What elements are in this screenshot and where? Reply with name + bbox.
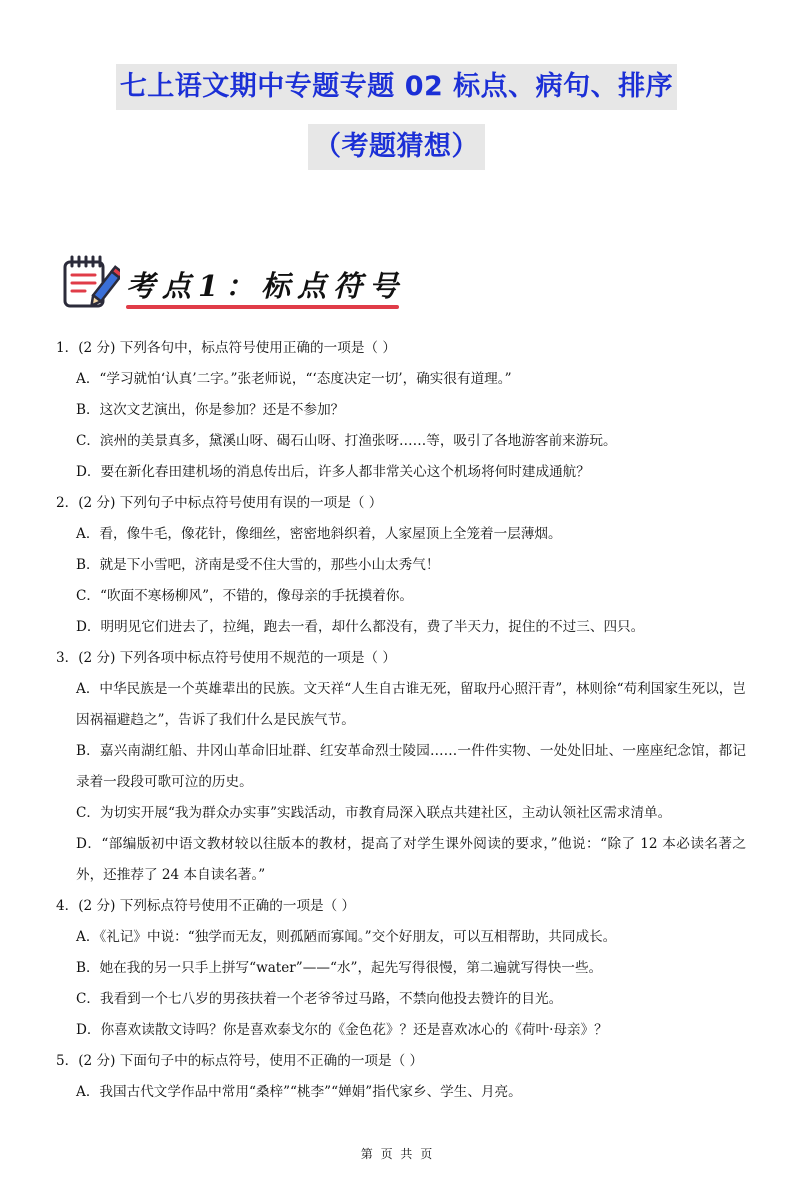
question-1-option-c: C．滨州的美景真多，黛溪山呀、碣石山呀、打渔张呀……等，吸引了各地游客前来游玩。 — [76, 433, 617, 449]
document-title — [0, 64, 793, 170]
question-4-option-c: C．我看到一个七八岁的男孩扶着一个老爷爷过马路，不禁向他投去赞许的目光。 — [76, 991, 563, 1007]
question-3-option-b: B．嘉兴南湖红船、井冈山革命旧址群、红安革命烈士陵园……一件件实物、一处处旧址、一座座纪念馆，都记录着一段段可歌可泣的历史。 — [76, 743, 746, 790]
question-2-option-b: B．就是下小雪吧，济南是受不住大雪的，那些小山太秀气！ — [76, 557, 440, 573]
page-footer: 第 页 共 页 — [360, 1147, 433, 1161]
question-4-option-b: B．她在我的另一只手上拼写“water”——“水”，起先写得很慢，第二遍就写得快一些。 — [76, 960, 603, 976]
question-list — [56, 333, 746, 1108]
question-3-option-a: A．中华民族是一个英雄辈出的民族。文天祥“人生自古谁无死，留取丹心照汗青”，林则徐“苟利国家生死以，岂因祸福避趋之”，告诉了我们什么是民族气节。 — [76, 681, 746, 728]
question-1-option-b: B．这次文艺演出，你是参加？还是不参加？ — [76, 402, 345, 418]
question-2 — [56, 488, 746, 643]
question-4-stem: 4．(2 分) 下列标点符号使用不正确的一项是（ ） — [56, 898, 356, 914]
section-underline — [126, 305, 399, 309]
title-line-1: 七上语文期中专题专题 02 标点、病句、排序 — [116, 64, 677, 110]
question-5-stem: 5．(2 分) 下面句子中的标点符号，使用不正确的一项是（ ） — [56, 1053, 424, 1069]
question-2-option-a: A．看，像牛毛，像花针，像细丝，密密地斜织着，人家屋顶上全笼着一层薄烟。 — [76, 526, 562, 542]
question-1-stem: 1．(2 分) 下列各句中，标点符号使用正确的一项是（ ） — [56, 340, 396, 356]
question-4-option-d: D．你喜欢读散文诗吗？你是喜欢泰戈尔的《金色花》？还是喜欢冰心的《荷叶·母亲》？ — [76, 1022, 608, 1038]
question-1-option-d: D．要在新化春田建机场的消息传出后，许多人都非常关心这个机场将何时建成通航？ — [76, 464, 590, 480]
question-5 — [56, 1046, 746, 1108]
question-4 — [56, 891, 746, 1046]
question-3-stem: 3．(2 分) 下列各项中标点符号使用不规范的一项是（ ） — [56, 650, 396, 666]
question-1-option-a: A．“学习就怕‘认真’二字。”张老师说，“‘态度决定一切’，确实很有道理。” — [76, 371, 512, 387]
question-4-option-a: A．《礼记》中说：“独学而无友，则孤陋而寡闻。”交个好朋友，可以互相帮助，共同成长。 — [76, 929, 617, 945]
notebook-pencil-icon — [60, 252, 120, 316]
question-2-option-d: D．明明见它们进去了，拉绳，跑去一看，却什么都没有，费了半天力，捉住的不过三、四只。 — [76, 619, 645, 635]
question-5-option-a: A．我国古代文学作品中常用“桑梓”“桃李”“婵娟”指代家乡、学生、月亮。 — [76, 1084, 522, 1100]
question-3 — [56, 643, 746, 891]
question-2-option-c: C．“吹面不寒杨柳风”，不错的，像母亲的手抚摸着你。 — [76, 588, 413, 604]
section-title: 考点1：标点符号 — [126, 264, 405, 305]
question-2-stem: 2．(2 分) 下列句子中标点符号使用有误的一项是（ ） — [56, 495, 383, 511]
question-3-option-d: D．“部编版初中语文教材较以往版本的教材，提高了对学生课外阅读的要求，”他说：“除了 12 本必读名著之外，还推荐了 24 本自读名著。” — [76, 836, 746, 883]
question-3-option-c: C．为切实开展“我为群众办实事”实践活动，市教育局深入联点共建社区，主动认领社区需求清单。 — [76, 805, 672, 821]
question-1 — [56, 333, 746, 488]
title-line-2: （考题猜想） — [308, 124, 485, 170]
section-header — [60, 252, 405, 316]
